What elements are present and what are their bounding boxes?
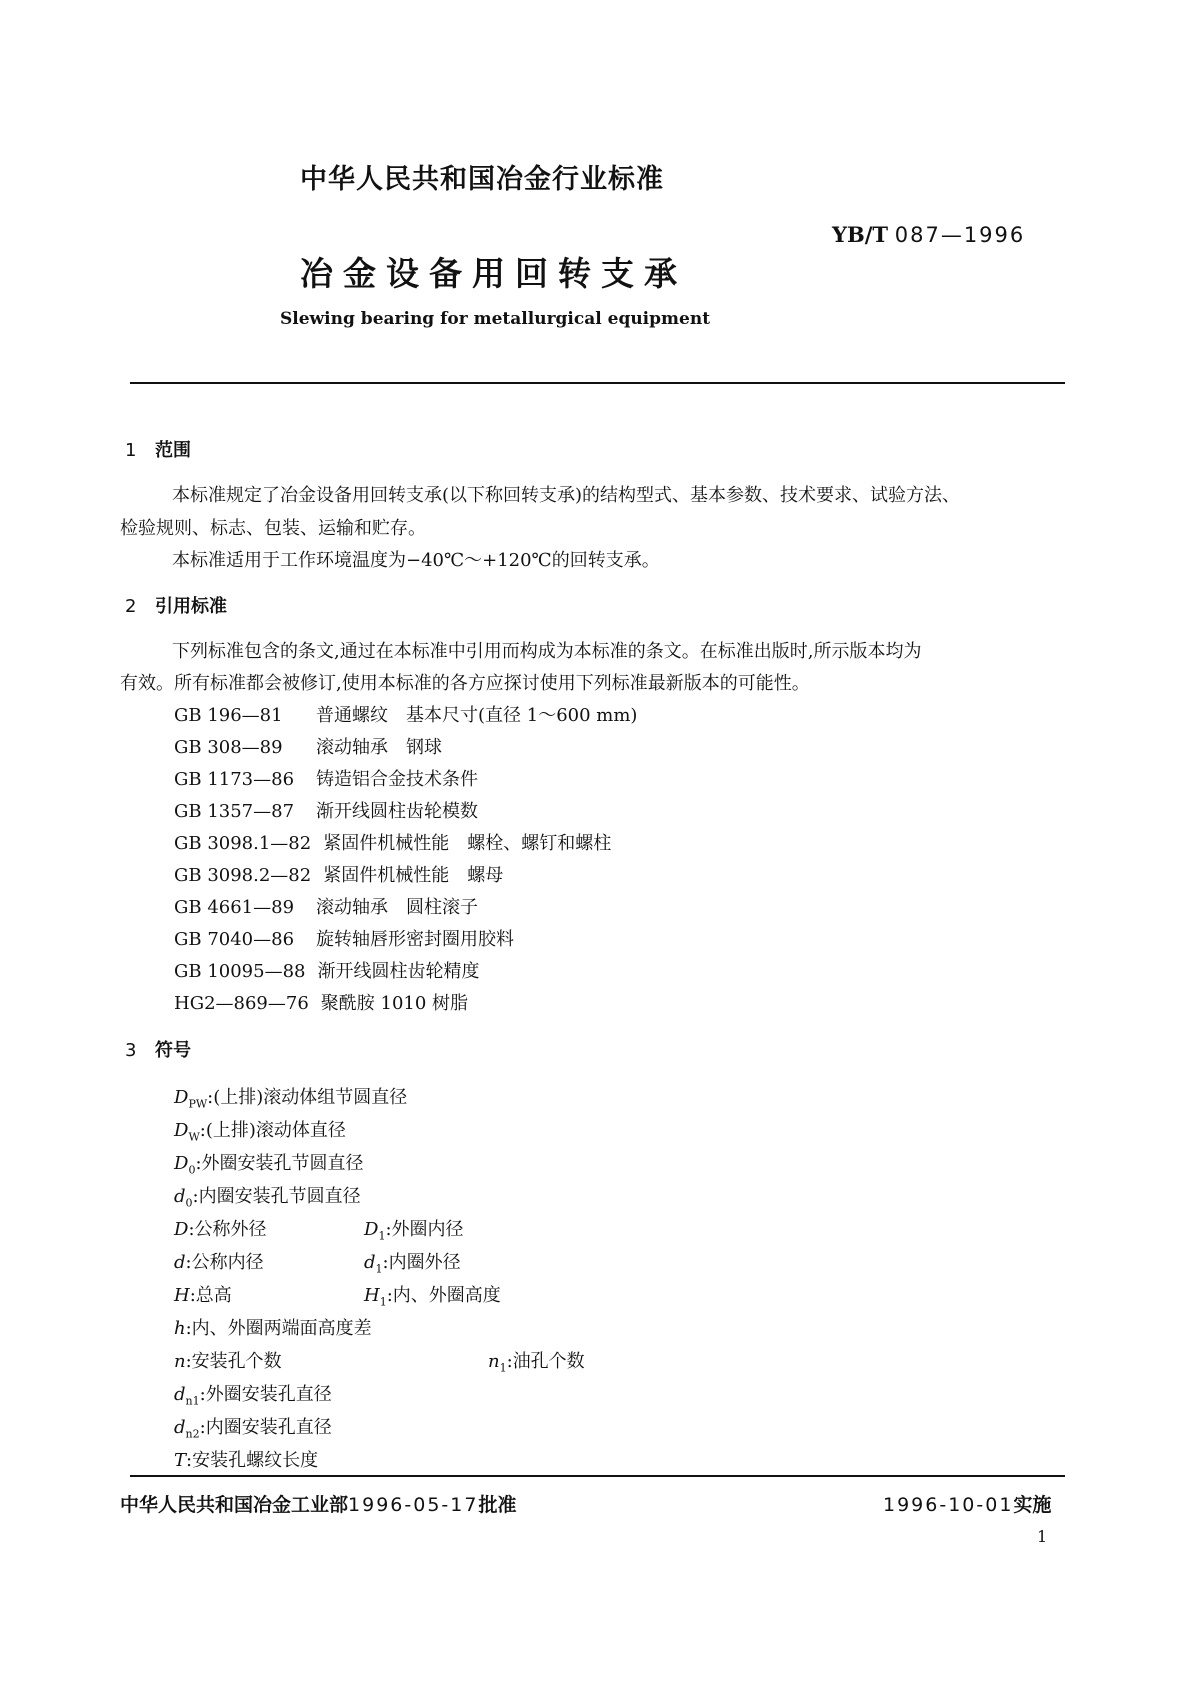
reference-item xyxy=(174,765,478,791)
symbol-d1: $d_1$:内圈外径 xyxy=(364,1252,461,1276)
approval-date: 1996-05-17 xyxy=(348,1494,479,1516)
reference-code: GB 1357—87 xyxy=(174,801,295,822)
symbol-dw: $D_W$:(上排)滚动体直径 xyxy=(174,1120,346,1144)
reference-code: GB 3098.1—82 xyxy=(174,833,312,854)
standard-code-number: 087—1996 xyxy=(894,223,1026,247)
reference-code: GB 4661—89 xyxy=(174,897,295,918)
section-2-number: 2 xyxy=(125,596,137,617)
section-1-heading xyxy=(125,436,191,462)
section-1-number: 1 xyxy=(125,440,137,461)
section-2-title: 引用标准 xyxy=(155,596,227,617)
header-divider xyxy=(130,382,1065,384)
implementation-line xyxy=(883,1490,1051,1517)
symbol-D: D:公称外径 xyxy=(174,1219,267,1240)
reference-code: HG2—869—76 xyxy=(174,993,309,1014)
reference-title: 紧固件机械性能 螺母 xyxy=(323,865,504,886)
symbol-dpw: $D_{PW}$:(上排)滚动体组节圆直径 xyxy=(174,1087,408,1111)
approval-line xyxy=(120,1490,516,1517)
reference-item xyxy=(174,893,478,919)
reference-title: 滚动轴承 圆柱滚子 xyxy=(316,897,478,918)
footer-divider xyxy=(130,1475,1065,1477)
reference-title: 铸造铝合金技术条件 xyxy=(316,769,478,790)
reference-code: GB 3098.2—82 xyxy=(174,865,312,886)
reference-code: GB 7040—86 xyxy=(174,929,295,950)
reference-code: GB 10095—88 xyxy=(174,961,306,982)
section-2-heading xyxy=(125,592,227,618)
reference-item xyxy=(174,989,468,1015)
reference-title: 紧固件机械性能 螺栓、螺钉和螺柱 xyxy=(323,833,612,854)
implementation-suffix: 实施 xyxy=(1013,1494,1052,1516)
reference-item xyxy=(174,797,478,823)
reference-title: 普通螺纹 基本尺寸(直径 1～600 mm) xyxy=(316,705,638,726)
section-3-heading xyxy=(125,1036,191,1062)
document-subtitle-english: Slewing bearing for metallurgical equipment xyxy=(280,309,711,329)
symbol-n: n:安装孔个数 xyxy=(174,1351,282,1372)
symbol-D1: $D_1$:外圈内径 xyxy=(364,1219,464,1243)
symbol-T: T:安装孔螺纹长度 xyxy=(174,1450,319,1471)
reference-title: 旋转轴唇形密封圈用胶料 xyxy=(316,929,514,950)
implementation-date: 1996-10-01 xyxy=(883,1494,1014,1516)
section-2-paragraph-line-1: 下列标准包含的条文,通过在本标准中引用而构成为本标准的条文。在标准出版时,所示版本均为 xyxy=(172,641,922,662)
reference-item xyxy=(174,733,442,759)
section-2-paragraph-line-2: 有效。所有标准都会被修订,使用本标准的各方应探讨使用下列标准最新版本的可能性。 xyxy=(120,673,810,694)
reference-item xyxy=(174,861,503,887)
reference-title: 渐开线圆柱齿轮精度 xyxy=(317,961,480,982)
reference-title: 聚酰胺 1010 树脂 xyxy=(320,993,469,1014)
reference-code: GB 308—89 xyxy=(174,737,283,758)
symbol-H: H:总高 xyxy=(174,1285,232,1306)
symbol-dn1: $d_{n1}$:外圈安装孔直径 xyxy=(174,1384,332,1408)
symbol-d: d:公称内径 xyxy=(174,1252,264,1273)
section-1-paragraph-2: 本标准适用于工作环境温度为−40℃～+120℃的回转支承。 xyxy=(172,550,660,571)
reference-title: 渐开线圆柱齿轮模数 xyxy=(316,801,478,822)
symbol-dn2: $d_{n2}$:内圈安装孔直径 xyxy=(174,1417,332,1441)
symbol-h: h:内、外圈两端面高度差 xyxy=(174,1318,372,1339)
standard-code-prefix: YB/T xyxy=(832,222,889,247)
reference-code: GB 1173—86 xyxy=(174,769,295,790)
section-1-paragraph-1-line-1: 本标准规定了冶金设备用回转支承(以下称回转支承)的结构型式、基本参数、技术要求、试验方法、 xyxy=(172,485,961,506)
reference-item xyxy=(174,957,480,983)
page-number: 1 xyxy=(1037,1527,1048,1546)
approval-suffix: 批准 xyxy=(478,1494,517,1516)
reference-item xyxy=(174,701,637,727)
reference-title: 滚动轴承 钢球 xyxy=(316,737,442,758)
symbol-D0: $D_0$:外圈安装孔节圆直径 xyxy=(174,1153,364,1177)
reference-code: GB 196—81 xyxy=(174,705,283,726)
reference-item xyxy=(174,925,514,951)
symbol-H1: $H_1$:内、外圈高度 xyxy=(364,1285,501,1309)
section-1-paragraph-1-line-2: 检验规则、标志、包装、运输和贮存。 xyxy=(120,518,426,539)
standard-code xyxy=(832,222,1025,247)
symbol-d0: $d_0$:内圈安装孔节圆直径 xyxy=(174,1186,361,1210)
issuing-authority-title: 中华人民共和国冶金行业标准 xyxy=(300,164,664,195)
section-3-number: 3 xyxy=(125,1040,137,1061)
reference-item xyxy=(174,829,611,855)
approval-org: 中华人民共和国冶金工业部 xyxy=(120,1494,349,1516)
symbol-n1: $n_1$:油孔个数 xyxy=(488,1351,585,1375)
section-3-title: 符号 xyxy=(155,1040,191,1061)
document-title: 冶金设备用回转支承 xyxy=(300,254,687,293)
section-1-title: 范围 xyxy=(155,440,191,461)
